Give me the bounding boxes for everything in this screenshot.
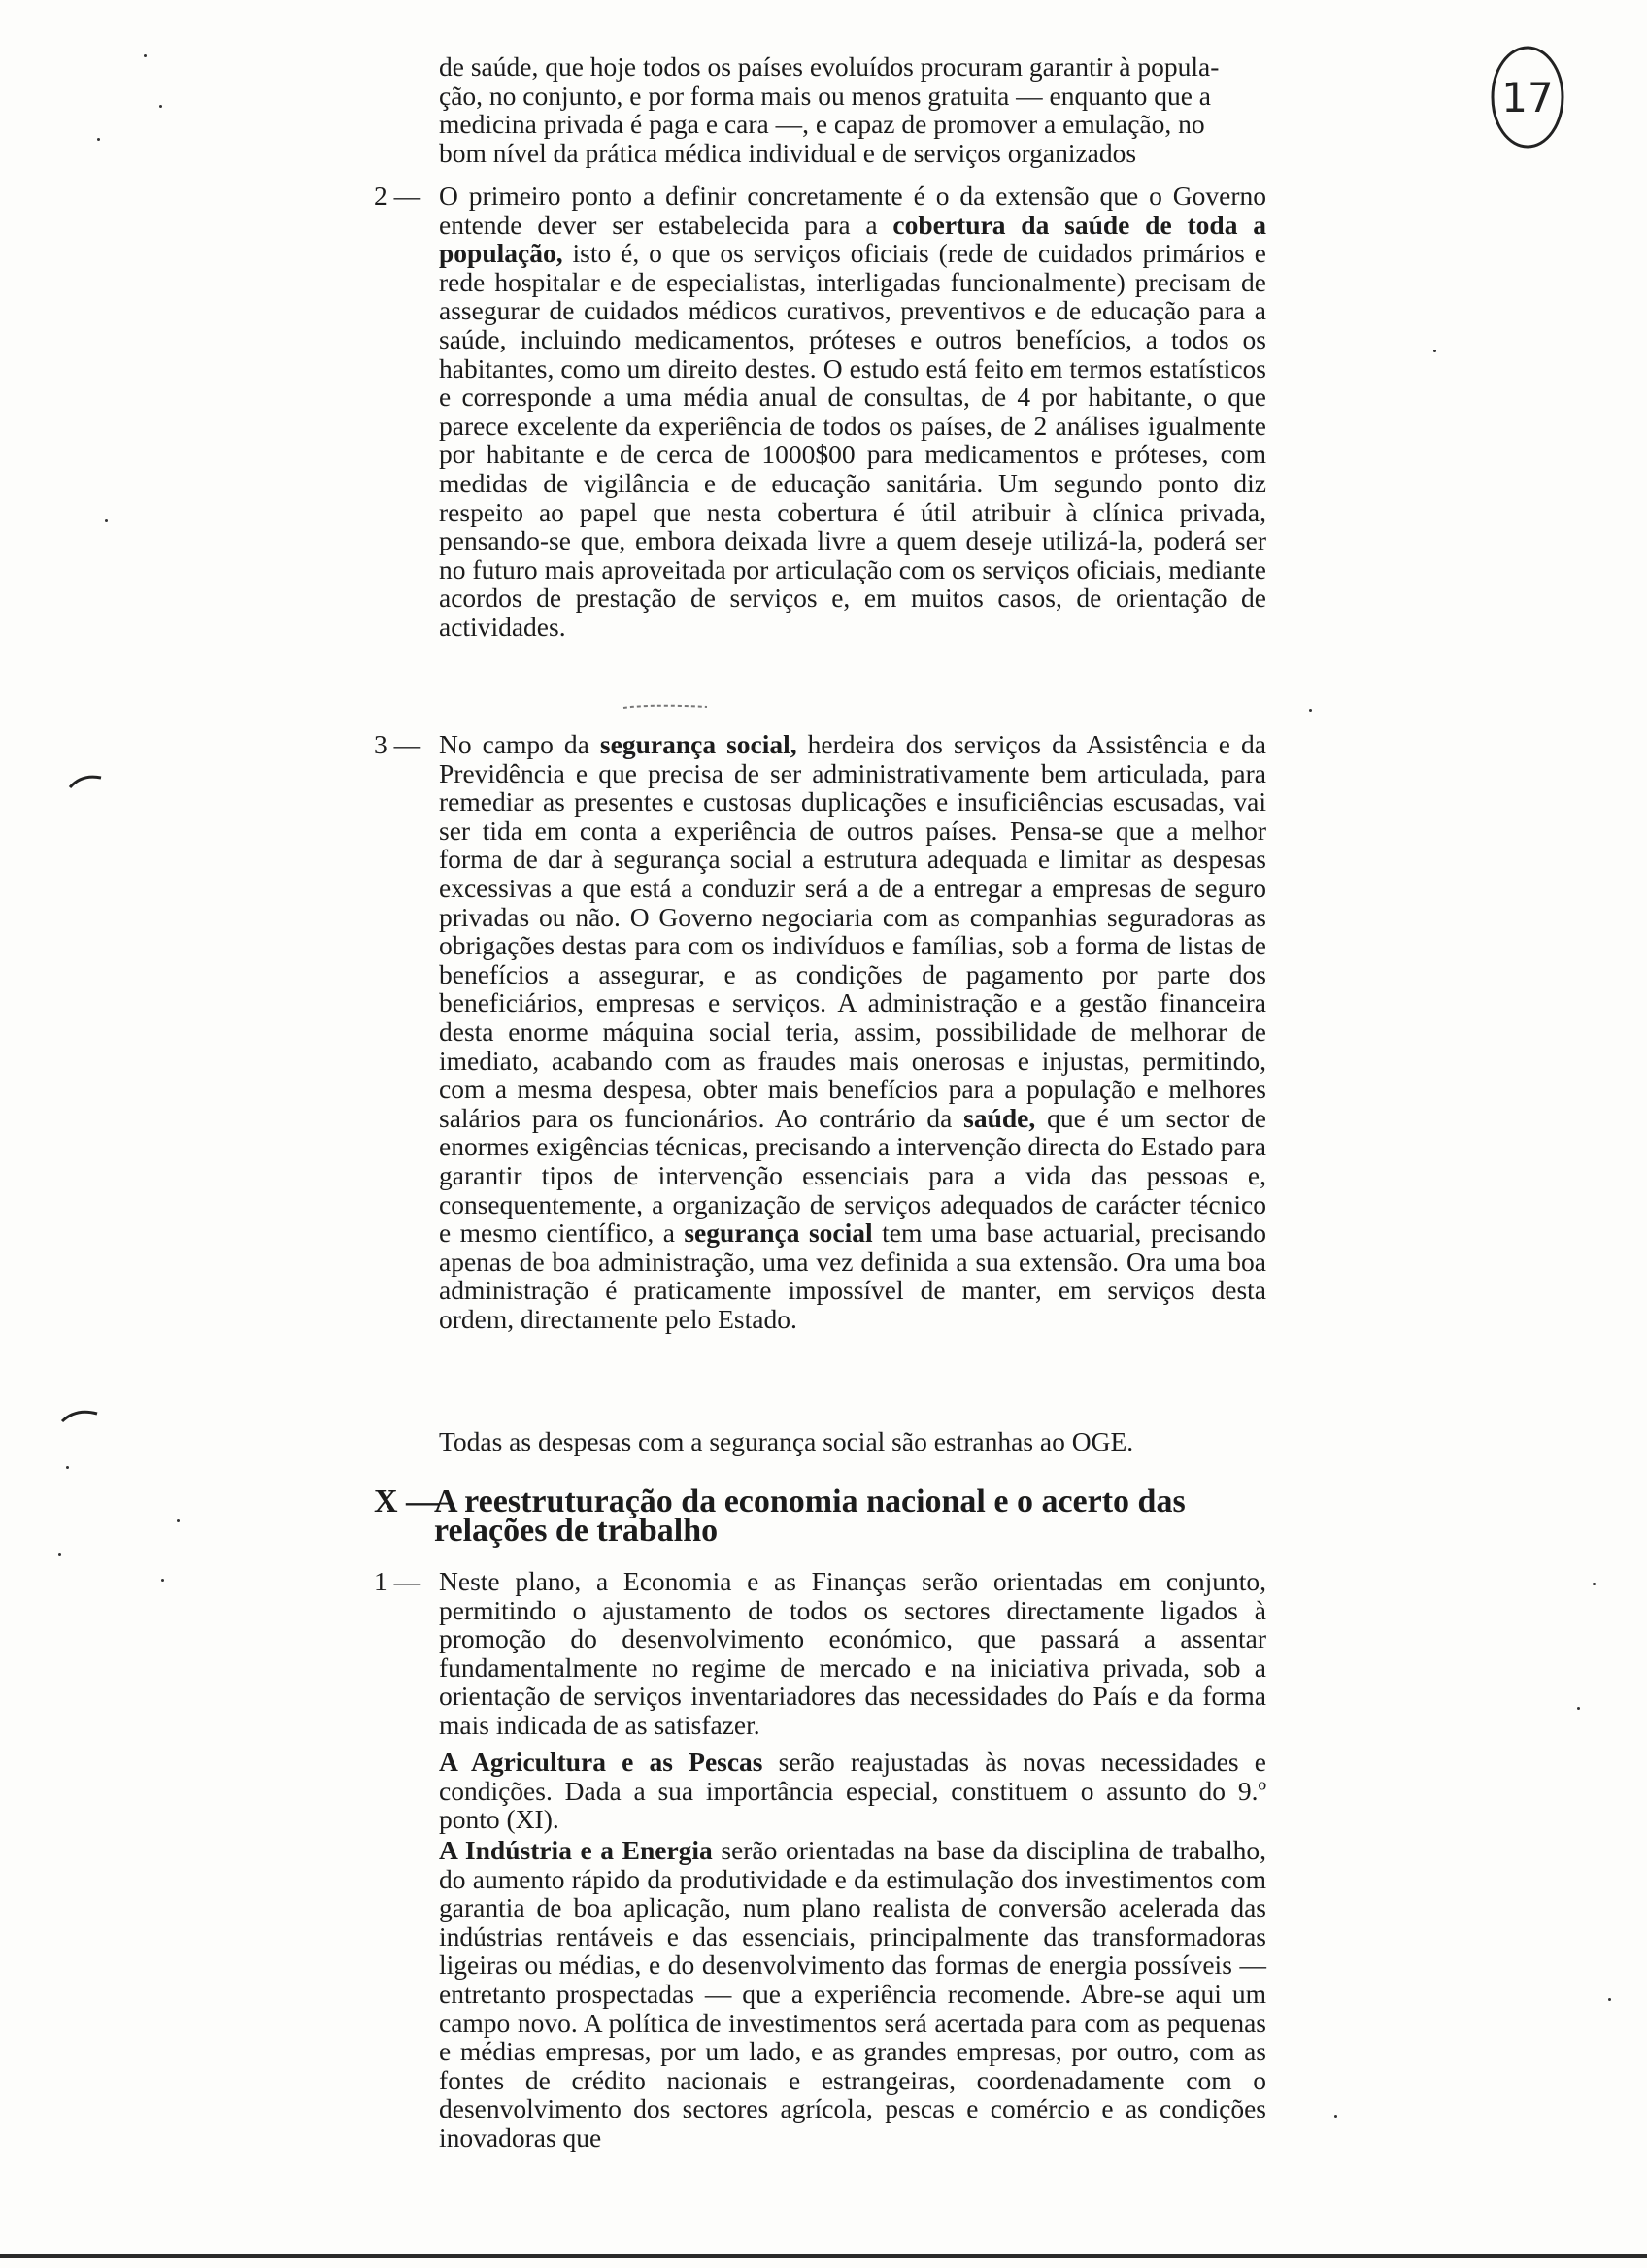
speck [159, 105, 162, 108]
intro-line-2: ção, no conjunto, e por forma mais ou menos gratuita — enquanto que a [439, 80, 1211, 111]
item-2-bold-1: cobertura da saúde de toda a população, [439, 209, 1267, 269]
item-3-text-3: que é um sector de enormes exigências técnicas, precisando a intervenção directa do Estado para garantir tipos de intervenção essenciais para a vida das pessoas e, consequentemente, a organização de serviços adequados de carácter técnico e mesmo científico, a [439, 1102, 1266, 1249]
section-x-title-line-1: A reestruturação da economia nacional e o acerto das [434, 1484, 1186, 1519]
item-2-paragraph [439, 182, 1266, 642]
item-3-bold-2: saúde, [963, 1102, 1036, 1133]
section-x-title-line-2: relações de trabalho [434, 1513, 719, 1549]
section-x-heading [374, 1484, 1186, 1549]
item-3-number: 3 — [374, 729, 421, 759]
speck [66, 1466, 69, 1469]
item-3-paragraph [439, 730, 1266, 1333]
speck [1309, 709, 1312, 712]
item-3-final-line: Todas as despesas com a segurança social são estranhas ao OGE. [439, 1426, 1134, 1456]
speck [1334, 2115, 1337, 2118]
item-1-paragraph-3 [439, 1836, 1266, 2152]
handwritten-page-number [1488, 43, 1567, 151]
speck [1577, 1707, 1580, 1710]
item-3-text-1: No campo da [439, 729, 600, 759]
item-1-paragraph-1: Neste plano, a Economia e as Finanças serão orientadas em conjunto, permitindo o ajustamento de todos os sectores directamente ligados à promoção do desenvolvimento económico, que passará a assentar fundamentalmente no regime de mercado e na iniciativa privada, sob a orientação de serviços inventariadores das necessidades do País e da forma mais indicada de as satisfazer. [439, 1566, 1266, 1740]
page-number-text: 17 [1501, 73, 1554, 121]
item-3-bold-1: segurança social, [599, 729, 797, 759]
item-3-bold-3: segurança social [684, 1217, 873, 1249]
speck [161, 1579, 164, 1582]
item-3-text-4: tem uma base actuarial, precisando apenas de boa administração, uma vez definida a sua extensão. Ora uma boa administração é praticamente impossível de manter, em serviços desta ordem, directamente pelo Estado. [439, 1217, 1266, 1334]
intro-line-4: bom nível da prática médica individual e de serviços organizados [439, 137, 1137, 168]
margin-hole-mark-icon [60, 1406, 99, 1423]
agriculture-heading: A Agricultura e as Pescas [439, 1747, 763, 1777]
speck [177, 1519, 180, 1522]
item-1-paragraph-2 [439, 1748, 1266, 1834]
item-2-text-1: O primeiro ponto a definir concretamente é o da extensão que o Governo entende dever ser estabelecida para a [439, 181, 1266, 240]
speck [105, 519, 108, 522]
item-2-number: 2 — [374, 181, 421, 211]
section-x-number: X — [374, 1484, 440, 1519]
speck [1433, 350, 1436, 352]
speck [58, 1553, 61, 1556]
stray-mark-icon [622, 703, 709, 711]
item-2-text-2: isto é, o que os serviços oficiais (rede de cuidados primários e rede hospitalar e de especialistas, interligadas funcionalmente) precisam de assegurar de cuidados médicos curativos, preventivos e de educação para a saúde, incluindo medicamentos, próteses e outros benefícios, a todos os habitantes, como um direito destes. O estudo está feito em termos estatísticos e corresponde a uma média anual de consultas, de 4 por habitante, o que parece excelente da experiência de todos os países, de 2 análises igualmente por habitante e de cerca de 1000$00 para medicamentos e próteses, com medidas de vigilância e de educação sanitária. Um segundo ponto diz respeito ao papel que nesta cobertura é útil atribuir à clínica privada, pensando-se que, embora deixada livre a quem deseje utilizá-la, poderá ser no futuro mais aproveitada por articulação com os serviços oficiais, mediante acordos de prestação de serviços e, em muitos casos, de orientação de actividades. [439, 238, 1266, 642]
speck [97, 138, 100, 141]
margin-hole-mark-icon [68, 772, 103, 789]
speck [1608, 1998, 1611, 2001]
speck [1593, 1583, 1596, 1585]
item-1-paragraph-2-text: serão reajustadas às novas necessidades e condições. Dada a sua importância especial, constituem o assunto do 9.º ponto (XI). [439, 1747, 1266, 1835]
industry-heading: A Indústria e a Energia [439, 1835, 713, 1865]
item-3-text-2: herdeira dos serviços da Assistência e da Previdência e que precisa de ser administrativamente bem articulada, para remediar as presentes e custosas duplicações e insuficiências escusadas, vai ser tida em conta a experiência de outros países. Pensa-se que a melhor forma de dar à segurança social a estrutura adequada e limitar as despesas excessivas a que está a conduzir será a de a entregar a empresas de seguro privadas ou não. O Governo negociaria com as companhias seguradoras as obrigações destas para com os indivíduos e famílias, sob a forma de listas de benefícios a assegurar, e as condições de pagamento por parte dos beneficiários, empresas e serviços. A administração e a gestão financeira desta enorme máquina social teria, assim, possibilidade de melhorar de imediato, acabando com as fraudes mais onerosas e injustas, permitindo, com a mesma despesa, obter mais benefícios para a população e melhores salários para os funcionários. Ao contrário da [439, 729, 1266, 1133]
bottom-scan-edge [0, 2254, 1647, 2258]
item-1-number: 1 — [374, 1566, 421, 1596]
intro-line-1: de saúde, que hoje todos os países evoluídos procuram garantir à popula- [439, 51, 1220, 82]
intro-line-3: medicina privada é paga e cara —, e capaz de promover a emulação, no [439, 109, 1205, 140]
item-1-paragraph-3-text: serão orientadas na base da disciplina de trabalho, do aumento rápido da produtividade e da estimulação dos investimentos com garantia de boa aplicação, num plano realista de conversão acelerada das indústrias rentáveis e das essenciais, principalmente das transformadoras ligeiras ou médias, e do desenvolvimento das formas de energia possíveis — entretanto prospectadas — que a experiência recomende. Abre-se aqui um campo novo. A política de investimentos será acertada para com as pequenas e médias empresas, por um lado, e as grandes empresas, por outro, com as fontes de crédito nacionais e estrangeiras, coordenadamente com o desenvolvimento dos sectores agrícola, pescas e comércio e as condições inovadoras que [439, 1835, 1266, 2152]
speck [144, 54, 147, 57]
